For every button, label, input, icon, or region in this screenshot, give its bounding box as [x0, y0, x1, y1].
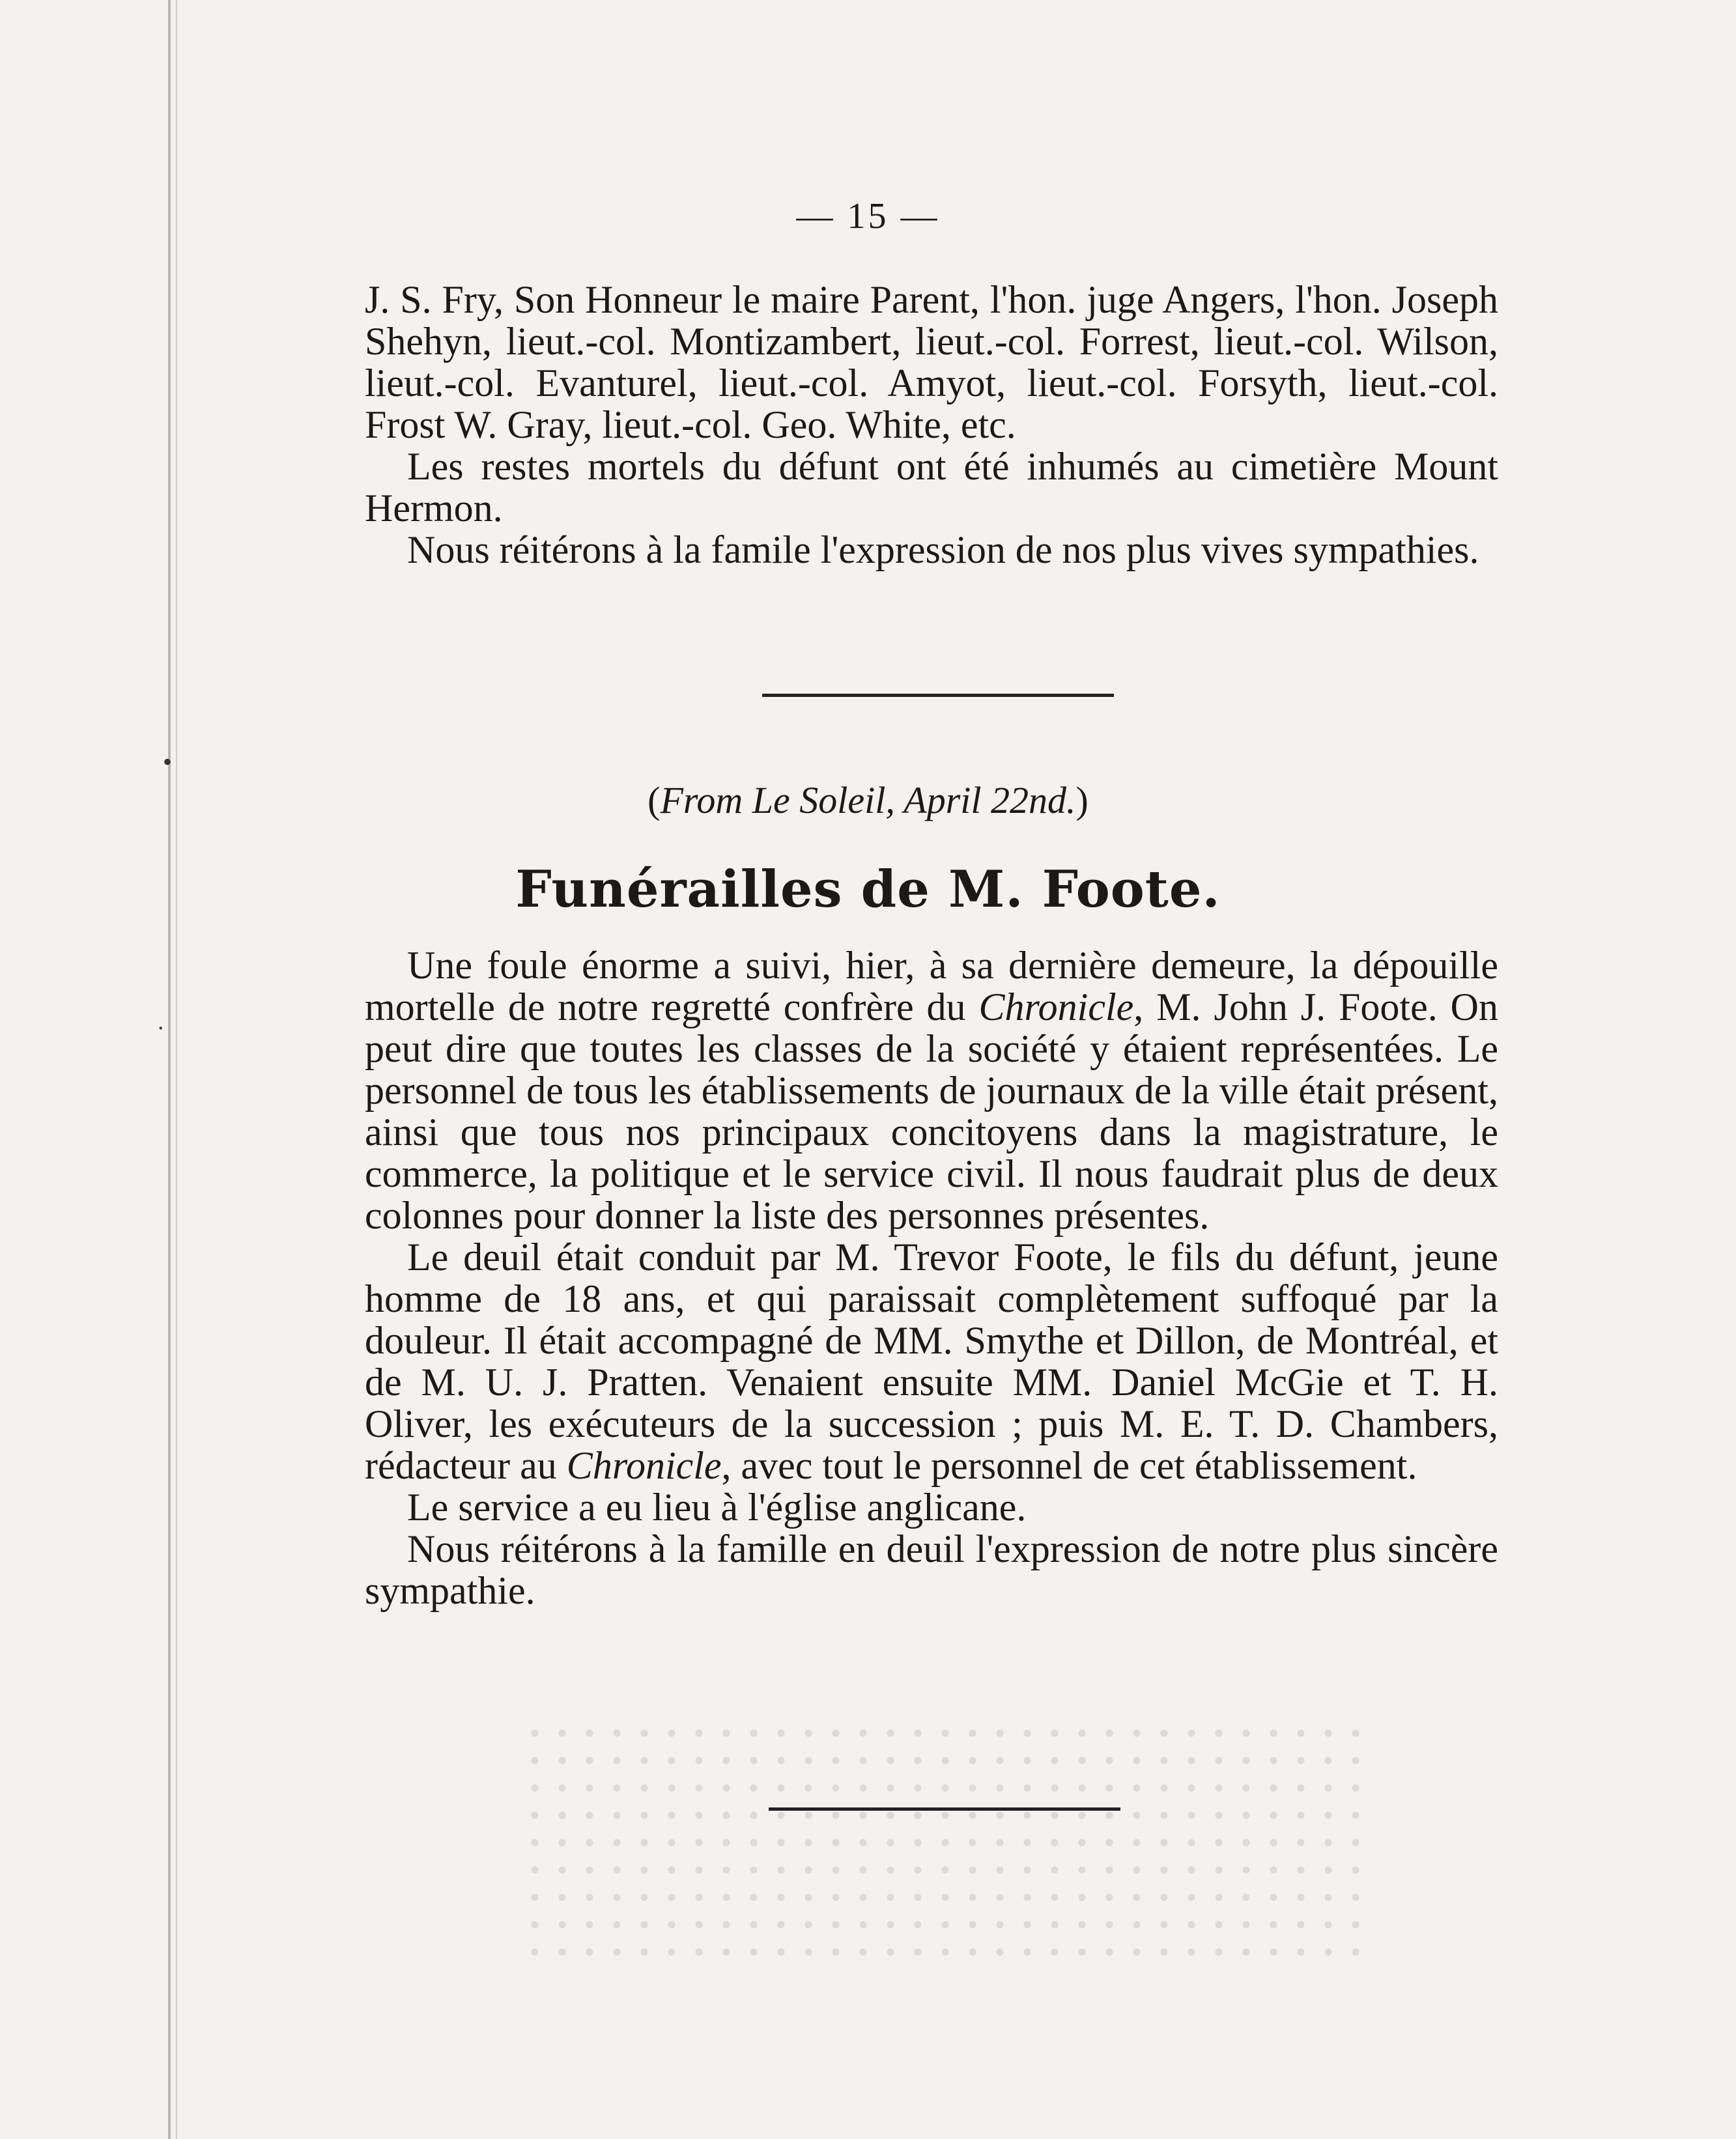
source-open-paren: (	[647, 779, 661, 821]
page-gutter-line-secondary	[176, 0, 177, 2139]
sympathy-paragraph: Nous réitérons à la famile l'expression de nos plus vives sympathies.	[407, 528, 1479, 571]
section-divider	[762, 694, 1114, 697]
p2-newspaper-name: Chronicle	[566, 1444, 722, 1487]
edge-mark: ˙	[156, 1021, 165, 1050]
source-note	[0, 778, 1736, 822]
page-number: — 15 —	[796, 196, 940, 236]
article-paragraph-4: Nous réitérons à la famille en deuil l'expression de notre plus sincère sympathie.	[365, 1527, 1498, 1612]
page-gutter-line	[168, 0, 171, 2139]
source-date: , April 22nd.	[885, 779, 1076, 821]
source-paper: Le Soleil	[752, 779, 886, 821]
source-from: From	[660, 779, 752, 821]
edge-mark: •	[163, 747, 173, 776]
p1-text-b: , M. John J. Foote. On peut dire que toutes les classes de la société y étaient représentées. Le personnel de tous les établissements de journaux de la ville était présent, ainsi que tous nos principaux concitoyens dans la magistrature, le commerce, la politique et le service civil. Il nous faudrait plus de deux colonnes pour donner la liste des personnes présentes.	[365, 985, 1498, 1237]
article-heading: Funérailles de M. Foote.	[515, 860, 1221, 919]
p2-text-a: Le deuil était conduit par M. Trevor Foote, le fils du défunt, jeune homme de 18 ans, et qui paraissait complètement suffoqué par la douleur. Il était accompagné de MM. Smythe et Dillon, de Montréal, et de M. U. J. Pratten. Venaient ensuite MM. Daniel McGie et T. H. Oliver, les exécuteurs de la succession ; puis M. E. T. D. Chambers, rédacteur au	[365, 1236, 1498, 1487]
burial-paragraph: Les restes mortels du défunt ont été inhumés au cimetière Mount Hermon.	[365, 445, 1498, 530]
attendee-list-paragraph: J. S. Fry, Son Honneur le maire Parent, l'hon. juge Angers, l'hon. Joseph Shehyn, lieut.-col. Montizambert, lieut.-col. Forrest, lieut.-col. Wilson, lieut.-col. Evanturel, lieut.-col. Amyot, lieut.-col. Forsyth, lieut.-col. Frost W. Gray, lieut.-col. Geo. White, etc.	[365, 278, 1498, 446]
p1-text-a: Une foule énorme a suivi, hier, à sa dernière demeure, la dépouille mortelle de notre regretté confrère du	[365, 944, 1498, 1028]
top-text-block	[365, 279, 1498, 571]
p2-text-b: , avec tout le personnel de cet établissement.	[721, 1444, 1417, 1487]
article-paragraph-1	[365, 944, 1498, 1236]
article-paragraph-2	[365, 1236, 1498, 1486]
article-body	[365, 944, 1498, 1611]
p1-newspaper-name: Chronicle	[978, 985, 1134, 1028]
source-close-paren: )	[1075, 779, 1089, 821]
article-paragraph-3: Le service a eu lieu à l'église anglicane.	[407, 1486, 1027, 1529]
perforated-stamp	[521, 1720, 1368, 1967]
